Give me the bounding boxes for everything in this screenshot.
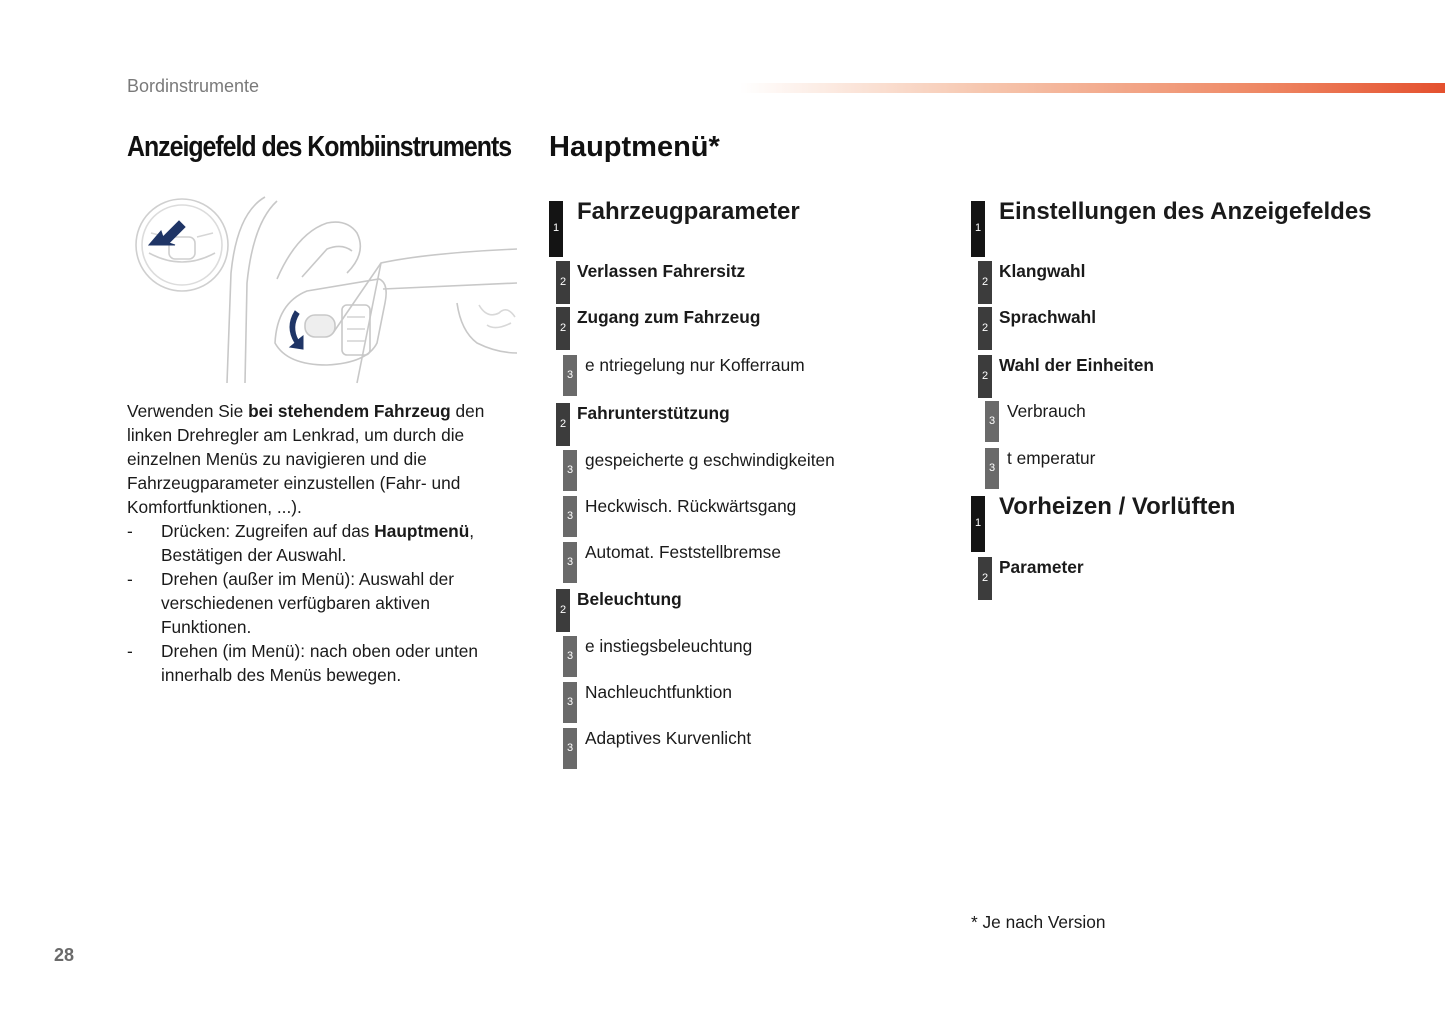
menu-item-label: gespeicherte g eschwindigkeiten <box>585 450 835 470</box>
level-marker: 3 <box>985 401 999 442</box>
menu-item-label: Nachleuchtfunktion <box>585 682 732 702</box>
level-marker: 3 <box>563 496 577 537</box>
main-menu-title: Hauptmenü* <box>549 131 720 163</box>
intro-text-before: Verwenden Sie <box>127 401 249 421</box>
level-marker: 3 <box>985 448 999 489</box>
menu-item-label: Parameter <box>999 557 1084 577</box>
menu-item-label: Heckwisch. Rückwärtsgang <box>585 496 797 516</box>
section-label: Bordinstrumente <box>127 76 260 96</box>
level-marker: 2 <box>556 589 570 632</box>
instruction-text: Drehen (außer im Menü): Auswahl der verschiedenen verfügbaren aktiven Funktionen. <box>161 569 454 637</box>
intro-text-bold: bei stehendem Fahrzeug <box>248 401 451 421</box>
page-number: 28 <box>54 945 75 965</box>
menu-item-label: Zugang zum Fahrzeug <box>577 307 761 327</box>
bullet-dash: - <box>127 641 133 661</box>
intro-paragraph <box>127 399 517 519</box>
header-accent-bar <box>740 83 1445 93</box>
menu-item-label: Verlassen Fahrersitz <box>577 261 746 281</box>
menu-item-label: Fahrzeugparameter <box>577 198 800 225</box>
level-marker: 3 <box>563 728 577 769</box>
level-marker: 3 <box>563 542 577 583</box>
menu-item-label: e ntriegelung nur Kofferraum <box>585 355 805 375</box>
footnote: * Je nach Version <box>971 912 1106 932</box>
level-marker: 3 <box>563 636 577 677</box>
instruction-text: Drehen (im Menü): nach oben oder unten innerhalb des Menüs bewegen. <box>161 641 479 685</box>
instruction-item <box>127 567 517 639</box>
instruction-text-after: , Bestätigen der Auswahl. <box>161 521 475 565</box>
instruction-item <box>127 519 517 567</box>
left-section-title: Anzeigefeld des Kombiinstruments <box>127 131 512 163</box>
menu-item-label: Vorheizen / Vorlüften <box>999 493 1236 520</box>
level-marker: 2 <box>556 261 570 304</box>
menu-item-label: Einstellungen des Anzeigefeldes <box>999 198 1372 225</box>
menu-item-label: Automat. Feststellbremse <box>585 542 781 562</box>
menu-item-label: Verbrauch <box>1007 401 1086 421</box>
menu-item-label: Fahrunterstützung <box>577 403 730 423</box>
instruction-text-bold: Hauptmenü <box>374 521 470 541</box>
menu-item-label: Klangwahl <box>999 261 1086 281</box>
thumbnail-arrow-icon <box>149 221 185 245</box>
level-marker: 1 <box>971 201 985 257</box>
instruction-list <box>127 519 517 687</box>
level-marker: 2 <box>556 307 570 350</box>
intro-text-after: den linken Drehregler am Lenkrad, um durch die einzelnen Menüs zu navigieren und die Fahrzeugparameter einzustellen (Fahr- und Komfortfunktionen, ...). <box>127 401 485 517</box>
level-marker: 3 <box>563 682 577 723</box>
menu-item-label: Sprachwahl <box>999 307 1096 327</box>
steering-wheel-illustration <box>127 193 517 385</box>
menu-item-label: Wahl der Einheiten <box>999 355 1154 375</box>
level-marker: 2 <box>978 355 992 398</box>
bullet-dash: - <box>127 521 133 541</box>
instruction-text: Drücken: Zugreifen auf das <box>161 521 375 541</box>
instruction-item <box>127 639 517 687</box>
level-marker: 1 <box>549 201 563 257</box>
usage-description <box>127 399 517 687</box>
rotate-knob-arrow-icon <box>290 311 303 349</box>
level-marker: 2 <box>978 307 992 350</box>
level-marker: 2 <box>978 557 992 600</box>
level-marker: 2 <box>978 261 992 304</box>
level-marker: 3 <box>563 355 577 396</box>
menu-item-label: e instiegsbeleuchtung <box>585 636 753 656</box>
level-marker: 3 <box>563 450 577 491</box>
menu-item-label: t emperatur <box>1007 448 1096 468</box>
menu-item-label: Beleuchtung <box>577 589 682 609</box>
bullet-dash: - <box>127 569 133 589</box>
level-marker: 2 <box>556 403 570 446</box>
menu-item-label: Adaptives Kurvenlicht <box>585 728 752 748</box>
level-marker: 1 <box>971 496 985 552</box>
